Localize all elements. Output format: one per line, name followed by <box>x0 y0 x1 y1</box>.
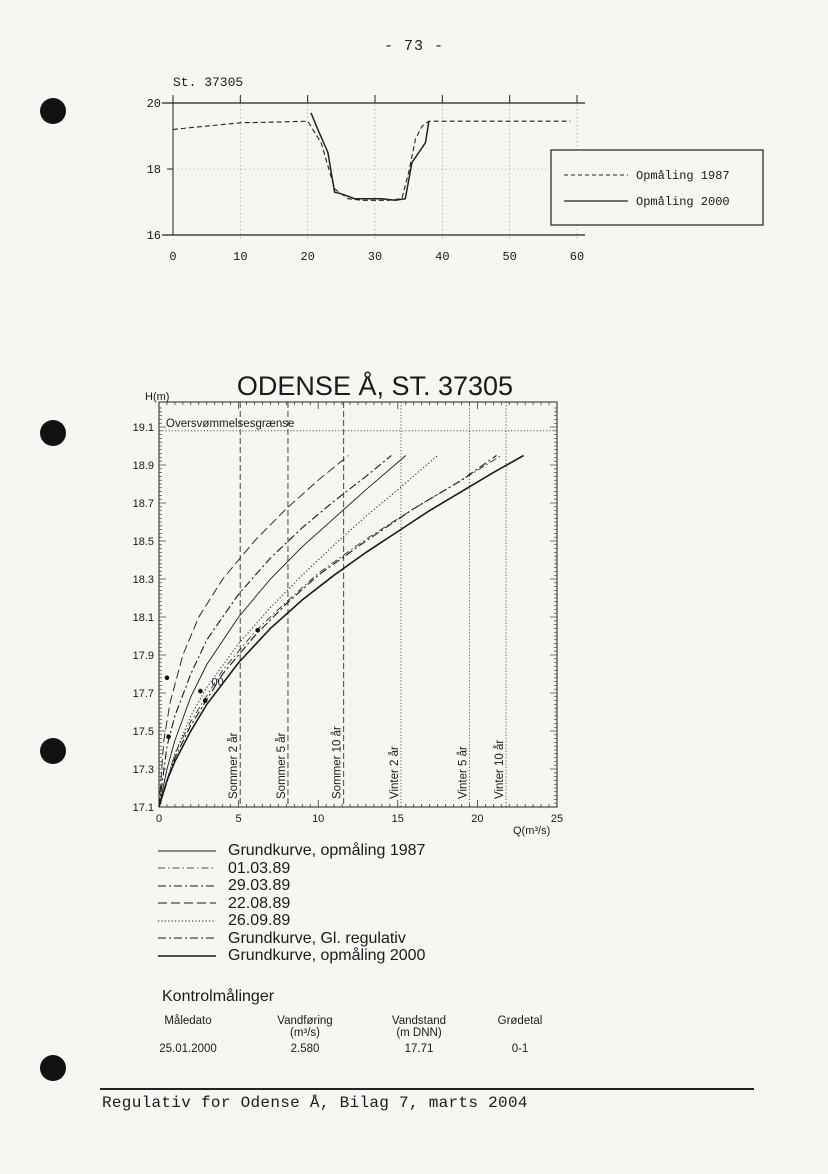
x-tick-label: 15 <box>391 813 404 825</box>
x-tick-label: 10 <box>312 813 325 825</box>
legend-line-sample <box>158 916 216 926</box>
x-tick-label: 30 <box>367 250 383 264</box>
y-axis-label: H(m) <box>145 391 170 403</box>
x-tick-label: 0 <box>169 250 177 264</box>
kontrol-header: Vandføring <box>277 1015 333 1027</box>
kontrol-col-vandstand <box>379 1015 459 1055</box>
x-tick-label: 10 <box>233 250 248 264</box>
legend-label: 22.08.89 <box>228 894 291 912</box>
return-period-label: Vinter 5 år <box>457 746 470 799</box>
return-period-label: Sommer 2 år <box>228 732 241 799</box>
y-tick-label: 16 <box>146 229 161 243</box>
measurement-point <box>203 698 208 703</box>
threshold-label: Oversvømmelsesgrænse <box>166 417 295 430</box>
x-tick-label: 20 <box>300 250 315 264</box>
y-tick-label: 18.1 <box>132 612 154 624</box>
legend-line-sample <box>158 933 216 943</box>
kontrol-col-grodetal <box>485 1015 555 1055</box>
kontrol-cell: 2.580 <box>290 1043 320 1055</box>
legend-1987: Opmåling 1987 <box>636 169 730 183</box>
measurement-point <box>198 689 203 694</box>
legend-label: 26.09.89 <box>228 912 291 930</box>
kontrol-header: (m³/s) <box>289 1027 320 1039</box>
measurement-point <box>166 734 171 739</box>
y-tick-label: 17.3 <box>132 764 154 776</box>
legend-item <box>158 842 478 860</box>
y-tick-label: 17.9 <box>132 650 154 662</box>
series-line <box>173 121 570 200</box>
x-tick-label: 5 <box>235 813 242 825</box>
x-tick-label: 50 <box>502 250 517 264</box>
y-tick-label: 18.9 <box>132 460 154 472</box>
x-tick-label: 20 <box>471 813 484 825</box>
point-annotation: 00 <box>211 676 224 689</box>
rating-curve <box>159 456 497 808</box>
y-tick-label: 20 <box>146 97 161 111</box>
legend-line-sample <box>158 846 216 856</box>
footer-text: Regulativ for Odense Å, Bilag 7, marts 2004 <box>102 1094 528 1112</box>
legend-label: Grundkurve, Gl. regulativ <box>228 929 406 947</box>
station-label: St. 37305 <box>173 75 244 90</box>
y-tick-label: 18 <box>146 163 161 177</box>
x-tick-label: 0 <box>155 813 163 825</box>
curve-legend <box>158 842 478 965</box>
measurement-point <box>165 676 170 681</box>
rating-curve <box>159 456 501 808</box>
y-tick-label: 17.5 <box>132 726 154 738</box>
kontrol-cell: 17.71 <box>404 1043 434 1055</box>
return-period-label: Sommer 5 år <box>275 732 288 799</box>
page-number: - 73 - <box>383 38 444 55</box>
legend-item <box>158 947 478 965</box>
series-line <box>311 113 429 200</box>
legend-label: 29.03.89 <box>228 877 291 895</box>
legend-2000: Opmåling 2000 <box>636 195 730 209</box>
y-tick-label: 17.7 <box>132 688 154 700</box>
legend-item <box>158 912 478 930</box>
kontrol-header: Måledato <box>164 1015 212 1027</box>
return-period-label: Sommer 10 år <box>331 726 344 799</box>
kontrol-cell: 0-1 <box>511 1043 529 1055</box>
kontrol-header: Vandstand <box>391 1015 447 1027</box>
kontrol-header: (m DNN) <box>396 1027 442 1039</box>
legend-item <box>158 860 478 878</box>
legend-line-sample <box>158 863 216 873</box>
legend-line-sample <box>158 881 216 891</box>
legend-item <box>158 930 478 948</box>
y-tick-label: 19.1 <box>132 422 154 434</box>
kontrol-cell: 25.01.2000 <box>159 1043 217 1055</box>
y-tick-label: 18.5 <box>132 536 154 548</box>
legend-label: 01.03.89 <box>228 859 291 877</box>
measurement-point <box>255 628 260 633</box>
binder-hole <box>40 1055 66 1081</box>
kontrol-title: Kontrolmålinger <box>162 988 275 1005</box>
cross-section-chart <box>0 70 828 350</box>
cross-section-legend <box>551 150 763 225</box>
legend-line-sample <box>158 898 216 908</box>
y-tick-label: 17.1 <box>132 802 154 814</box>
rating-curve <box>159 456 348 808</box>
legend-item <box>158 877 478 895</box>
legend-label: Grundkurve, opmåling 1987 <box>228 842 426 860</box>
legend-line-sample <box>158 951 216 961</box>
kontrol-header <box>485 1027 555 1039</box>
return-period-label: Vinter 2 år <box>388 746 401 799</box>
x-tick-label: 60 <box>569 250 585 264</box>
rating-curve-chart <box>0 365 828 835</box>
kontrol-col-dato <box>150 1015 226 1055</box>
x-axis-label: Q(m³/s) <box>513 825 551 837</box>
legend-item <box>158 895 478 913</box>
x-tick-label: 25 <box>550 813 564 825</box>
chart-title: ODENSE Å, ST. 37305 <box>236 371 514 401</box>
footer-rule <box>100 1088 754 1090</box>
legend-label: Grundkurve, opmåling 2000 <box>228 947 426 965</box>
y-tick-label: 18.3 <box>132 574 154 586</box>
x-tick-label: 40 <box>435 250 450 264</box>
kontrol-header: Grødetal <box>497 1015 543 1027</box>
y-tick-label: 18.7 <box>132 498 154 510</box>
return-period-label: Vinter 10 år <box>494 739 507 799</box>
kontrol-col-vandforing <box>265 1015 345 1055</box>
kontrol-header <box>150 1027 226 1039</box>
